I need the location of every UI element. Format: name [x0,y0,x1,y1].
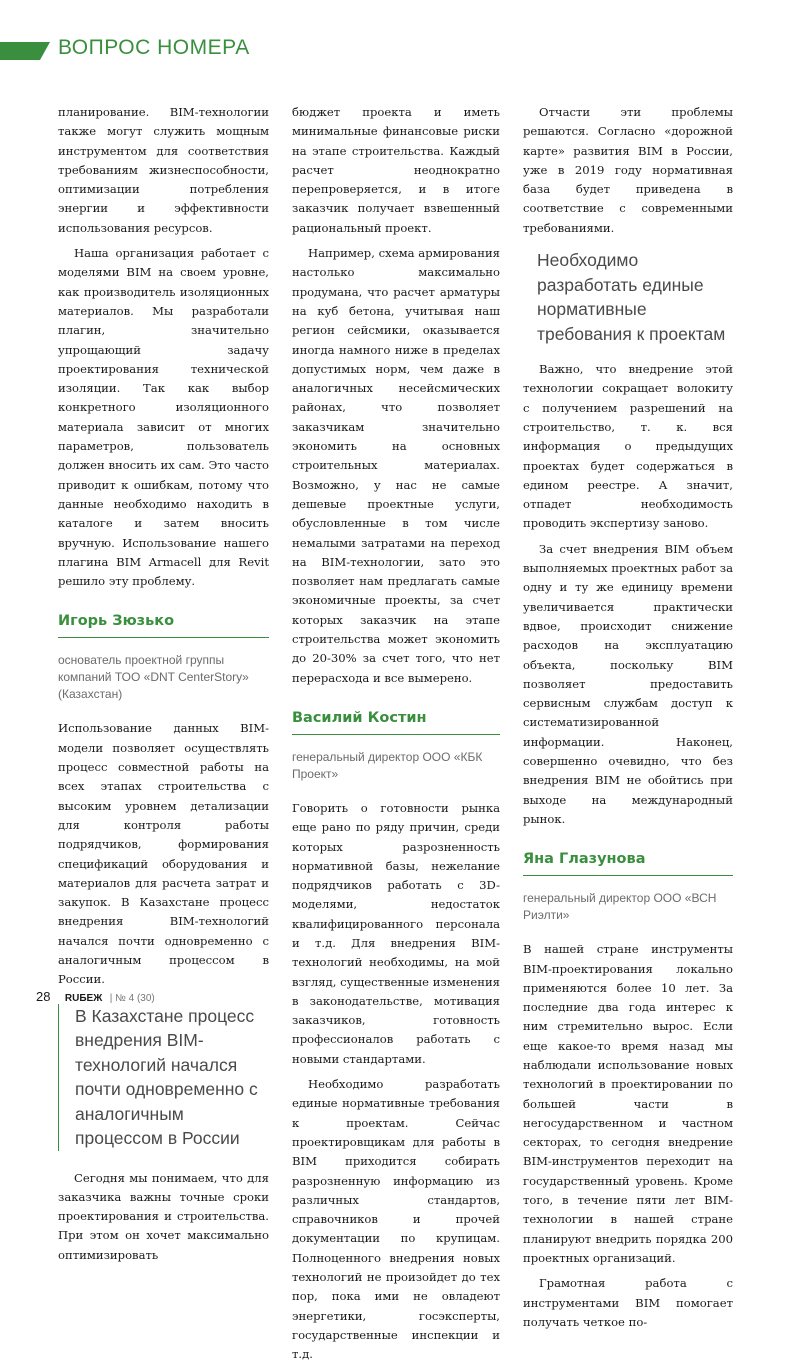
paragraph: Грамотная работа с инструментами BIM помогает получать четкое по- [523,1276,733,1329]
speaker-header [523,851,733,876]
speaker-name: Василий Костин [292,709,427,726]
speaker-role: генеральный директор ООО «ВСН Риэлти» [523,891,717,923]
pull-quote-text: Необходимо разработать единые нормативные требования к проектам [537,250,726,344]
paragraph: За счет внедрения BIM объем выполняемых проектных работ за одну и ту же единицу времени увеличивается практически вдвое, происходит снижение расходов на эксплуатацию объекта, поскольку BIM позволяет предоставить сервисным службам доступ к систематизированной информации. Наконец, совершенно очевидно, что без внедрения BIM не обойтись при выходе на международный рынок. [523,541,733,826]
rubric-title: ВОПРОС НОМЕРА [58,36,250,59]
speaker-role: основатель проектной группы компаний ТОО «DNT CenterStory» (Казахстан) [58,653,249,702]
page-number: 28 [36,989,51,1004]
paragraph: Наша организация работает с моделями BIM на своем уровне, как производитель изоляционных материалов. Мы разработали плагин, значительно упрощающий задачу проектирования технической изоляции. Так как выбор конкретного изоляционного материала зависит от многих параметров, пользователь должен вносить их сам. Это часто приводит к ошибкам, потому что данные необходимо находить в каталоге и затем вносить вручную. Использование нашего плагина BIM Armacell для Revit решило эту проблему. [58,246,269,589]
paragraph: Использование данных BIM-модели позволяет осуществлять процесс совместной работы на всех этапах строительства с высоким уровнем детализации для контроля работы подрядчиков, формирования спецификаций оборудования и материалов для расчета затрат и закупок. В Казахстане процесс внедрения BIM-технологий начался почти одновременно с аналогичным процессом в России. [58,721,269,987]
speaker-name: Яна Глазунова [523,851,646,868]
page-footer [36,988,155,1006]
paragraph: Говорить о готовности рынка еще рано по ряду причин, среди которых разрозненность нормативной базы, нежелание подрядчиков работать с 3D-моделями, недостаток квалифицированного персонала и т.д. Для внедрения BIM-технологий необходимы, на мой взгляд, существенные изменения в законодательстве, мотивация заказчиков, готовность профессионалов работать с новыми стандартами. [292,800,500,1066]
paragraph: Необходимо разработать единые нормативные требования к проектам. Сейчас проектировщикам для работы в BIM приходится собирать разрозненную информацию из различных стандартов, справочников и прочей документации по крупицам. Полноценного внедрения новых технологий не произойдет до тех пор, пока ими не овладеют энергетики, госэксперты, государственные инспекции и т.д. [292,1077,500,1362]
paragraph: планирование. BIM-технологии также могут служить мощным инструментом для соответствия требованиям жизнеспособности, оптимизации потребления энергии и эффективности использования ресурсов. [58,105,269,235]
paragraph: В нашей стране инструменты BIM-проектирования локально применяются более 10 лет. За последние два года интерес к ним стремительно вырос. Если еще какое-то время назад мы наблюдали использование новых технологий в проектировании по большей части в негосударственном и частном секторах, то сегодня внедрение BIM-инструментов переходит на государственный уровень. Кроме того, в течение пяти лет BIM-технологии в нашей стране планируют внедрить порядка 200 проектных организаций. [523,942,733,1265]
speaker-role: генеральный директор ООО «КБК Проект» [292,749,483,781]
rubric-marker [0,42,40,60]
paragraph: Например, схема армирования настолько максимально продумана, что расчет арматуры на куб бетона, учитывая наш регион сейсмики, оказывается иногда намного ниже в пределах допустимых норм, чем даже в аналогичных несейсмических районах, что позволяет заказчикам значительно экономить на основных строительных материалах. Возможно, у нас не самые дешевые проектные услуги, обусловленные в том числе немалыми затратами на переход на BIM-технологии, зато это позволяет нам предлагать самые экономичные проекты, за счет которых заказчик на этапе строительства может экономить до 20-30% за счет того, что нет перерасхода и все вымерено. [292,246,500,685]
paragraph: Важно, что внедрение этой технологии сокращает волокиту с получением разрешений на строительство, т. к. вся информация о предыдущих проектах будет содержаться в едином реестре. А значит, отпадет необходимость проводить экспертизу заново. [523,362,733,531]
paragraph: бюджет проекта и иметь минимальные финансовые риски на этапе строительства. Каждый расчет неоднократно перепроверяется, и в итоге заказчик получает взвешенный рациональный проект. [292,105,500,235]
speaker-header [292,710,500,735]
paragraph: Отчасти эти проблемы решаются. Согласно «дорожной карте» развития BIM в России, уже в 2019 году нормативная база будет приведена в соответствие с современными требованиями. [523,105,733,235]
speaker-header [58,613,269,638]
paragraph: Сегодня мы понимаем, что для заказчика важны точные сроки проектирования и строительства. При этом он хочет максимально оптимизировать [58,1170,269,1262]
pull-quote-text: В Казахстане процесс внедрения BIM-технологий начался почти одновременно с аналогичным процессом в России [75,1005,258,1149]
column-3 [523,103,733,1332]
speaker-name: Игорь Зюзько [58,613,175,630]
column-1 [58,103,269,1265]
magazine-name: RUБЕЖ [64,993,103,1004]
column-2 [292,103,500,1365]
rubric-marker-tip [40,42,50,60]
issue-number: | № 4 (30) [109,993,155,1004]
pull-quote [58,1004,269,1151]
pull-quote [523,248,733,346]
